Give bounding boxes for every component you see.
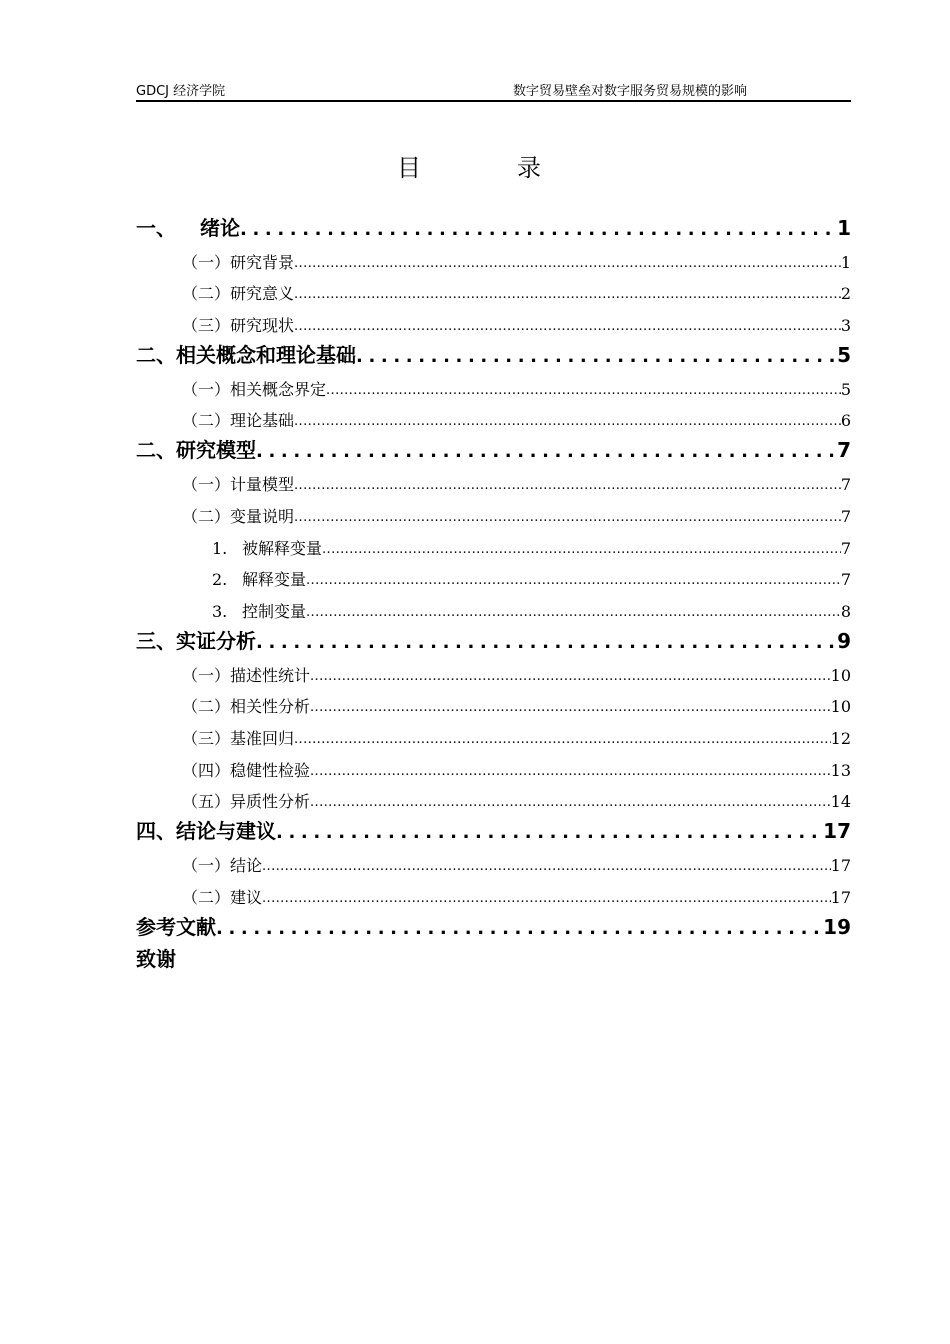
toc-dot-leader — [294, 411, 841, 433]
toc-entry-number: 1. — [212, 538, 228, 558]
toc-page-number: 1 — [837, 216, 851, 240]
toc-entry-title — [136, 912, 216, 942]
toc-dot-leader — [262, 856, 831, 878]
toc-dot-leader — [294, 475, 841, 497]
toc-entry-title — [182, 505, 294, 529]
toc-dot-leader — [310, 761, 831, 783]
toc-entry-title — [136, 944, 176, 974]
toc-entry-title — [182, 664, 310, 688]
toc-entry-title — [182, 886, 262, 910]
toc-entry-text: （一）研究背景 — [182, 252, 295, 272]
toc-dot-leader — [294, 507, 841, 529]
toc-entry[interactable] — [136, 942, 851, 974]
toc-page-number: 14 — [830, 792, 851, 812]
toc-entry-text: （二）理论基础 — [182, 411, 295, 431]
toc-entry-text: 控制变量 — [242, 601, 307, 621]
toc-entry-title — [136, 816, 276, 846]
toc-entry[interactable] — [136, 529, 851, 561]
toc-dot-leader — [276, 820, 823, 846]
toc-entry-text: （一）相关概念界定 — [182, 379, 327, 399]
toc-dot-leader — [294, 316, 841, 338]
toc-page-number: 7 — [840, 538, 851, 558]
toc-entry[interactable] — [136, 465, 851, 497]
toc-page-number: 6 — [840, 411, 851, 431]
toc-entry-text: 二、相关概念和理论基础 — [136, 343, 356, 368]
toc-entry-text: 解释变量 — [242, 570, 307, 590]
toc-entry[interactable] — [136, 846, 851, 878]
toc-dot-leader — [294, 284, 841, 306]
toc-dot-leader — [240, 217, 837, 243]
toc-entry-title — [212, 568, 306, 592]
toc-entry-title — [182, 695, 310, 719]
toc-entry-text: 二、研究模型 — [136, 438, 256, 463]
toc-dot-leader — [306, 570, 841, 592]
toc-entry[interactable] — [136, 783, 851, 815]
toc-entry-text: 三、实证分析 — [136, 628, 256, 653]
toc-page-number: 7 — [837, 438, 851, 463]
toc-entry-title — [182, 314, 294, 338]
toc-page-number: 8 — [840, 601, 851, 621]
toc-entry-title — [182, 854, 262, 878]
toc-dot-leader — [262, 888, 831, 910]
toc-page-number: 3 — [840, 316, 851, 336]
toc-page-number: 5 — [840, 379, 851, 399]
toc-page-number: 2 — [840, 284, 851, 304]
toc-entry[interactable] — [136, 688, 851, 720]
toc-dot-leader — [294, 253, 841, 275]
toc-entry-text: （三）基准回归 — [182, 728, 295, 748]
toc-entry-title — [182, 727, 294, 751]
toc-dot-leader — [294, 729, 831, 751]
page-header — [136, 78, 851, 102]
toc-dot-leader — [310, 697, 831, 719]
toc-page-number: 10 — [830, 665, 851, 685]
toc-entry-text: （二）研究意义 — [182, 284, 295, 304]
toc-dot-leader — [356, 344, 837, 370]
toc-page-number: 9 — [837, 628, 851, 653]
toc-entry-text: （二）相关性分析 — [182, 697, 311, 717]
toc-entry-text: （三）研究现状 — [182, 316, 295, 336]
toc-dot-leader — [326, 380, 841, 402]
toc-page-number: 7 — [840, 475, 851, 495]
toc-dot-leader — [310, 792, 831, 814]
toc-entry-title — [136, 340, 356, 370]
toc-entry[interactable] — [136, 433, 851, 465]
toc-entry-text: （五）异质性分析 — [182, 792, 311, 812]
toc-dot-leader — [216, 916, 823, 942]
toc-page-number: 1 — [840, 252, 851, 272]
toc-page-number: 17 — [830, 887, 851, 907]
toc-title: 目录 — [397, 154, 637, 182]
toc-entry[interactable] — [136, 370, 851, 402]
toc-entry[interactable] — [136, 624, 851, 656]
toc-entry-text: （二）变量说明 — [182, 506, 295, 526]
toc-entry-title — [136, 626, 256, 656]
toc-entry-text: （二）建议 — [182, 887, 263, 907]
header-thesis-title: 数字贸易壁垒对数字服务贸易规模的影响 — [513, 84, 748, 99]
toc-entry[interactable] — [136, 211, 851, 243]
toc-entry-text: （四）稳健性检验 — [182, 760, 311, 780]
toc-entry[interactable] — [136, 275, 851, 307]
toc-page-number: 7 — [840, 506, 851, 526]
toc-entry-title — [182, 251, 294, 275]
toc-page-number: 12 — [830, 728, 851, 748]
toc-entry[interactable] — [136, 656, 851, 688]
toc-entry[interactable] — [136, 497, 851, 529]
toc-entry-text: 致谢 — [136, 946, 176, 971]
toc-entry[interactable] — [136, 306, 851, 338]
toc-entry[interactable] — [136, 402, 851, 434]
toc-entry[interactable] — [136, 338, 851, 370]
toc-entry-text: （一）结论 — [182, 856, 263, 875]
toc-page-number: 7 — [840, 570, 851, 590]
toc-entry-title — [182, 473, 294, 497]
toc-entry-title — [212, 537, 322, 561]
toc-entry-number: 3. — [212, 601, 228, 621]
toc-entry[interactable] — [136, 878, 851, 910]
toc-dot-leader — [306, 602, 841, 624]
toc-entry[interactable] — [136, 561, 851, 593]
toc-entry[interactable] — [136, 910, 851, 942]
toc-entry[interactable] — [136, 243, 851, 275]
toc-entry-title — [136, 435, 256, 465]
table-of-contents — [136, 211, 851, 974]
toc-page-number: 5 — [837, 343, 851, 368]
toc-entry-title — [212, 600, 306, 624]
toc-dot-leader — [322, 539, 841, 561]
toc-dot-leader — [310, 666, 831, 688]
toc-entry-text: 被解释变量 — [242, 538, 323, 558]
toc-entry-title — [182, 378, 326, 402]
toc-page-number: 19 — [823, 914, 851, 939]
toc-page-number: 10 — [830, 697, 851, 717]
toc-entry-number: 2. — [212, 570, 228, 590]
toc-entry-text: 参考文献 — [136, 914, 216, 939]
toc-entry-title — [182, 282, 294, 306]
toc-entry[interactable] — [136, 751, 851, 783]
toc-entry-title — [136, 213, 240, 243]
toc-entry-text: （一）计量模型 — [182, 475, 295, 495]
toc-page-number: 17 — [830, 856, 851, 875]
toc-entry-text: （一）描述性统计 — [182, 665, 311, 685]
toc-entry[interactable] — [136, 592, 851, 624]
toc-entry[interactable] — [136, 719, 851, 751]
toc-entry-title — [182, 790, 310, 814]
toc-entry-text: 四、结论与建议 — [136, 819, 276, 844]
toc-dot-leader — [256, 439, 837, 465]
toc-entry[interactable] — [136, 814, 851, 846]
toc-dot-leader — [256, 630, 837, 656]
toc-entry-text: 绪论 — [200, 216, 240, 240]
toc-entry-title — [182, 409, 294, 433]
toc-page-number: 13 — [830, 760, 851, 780]
toc-page-number: 17 — [823, 819, 851, 844]
toc-entry-title — [182, 759, 310, 783]
header-institution: GDCJ 经济学院 — [136, 84, 226, 99]
toc-entry-label: 一、 — [136, 216, 176, 240]
